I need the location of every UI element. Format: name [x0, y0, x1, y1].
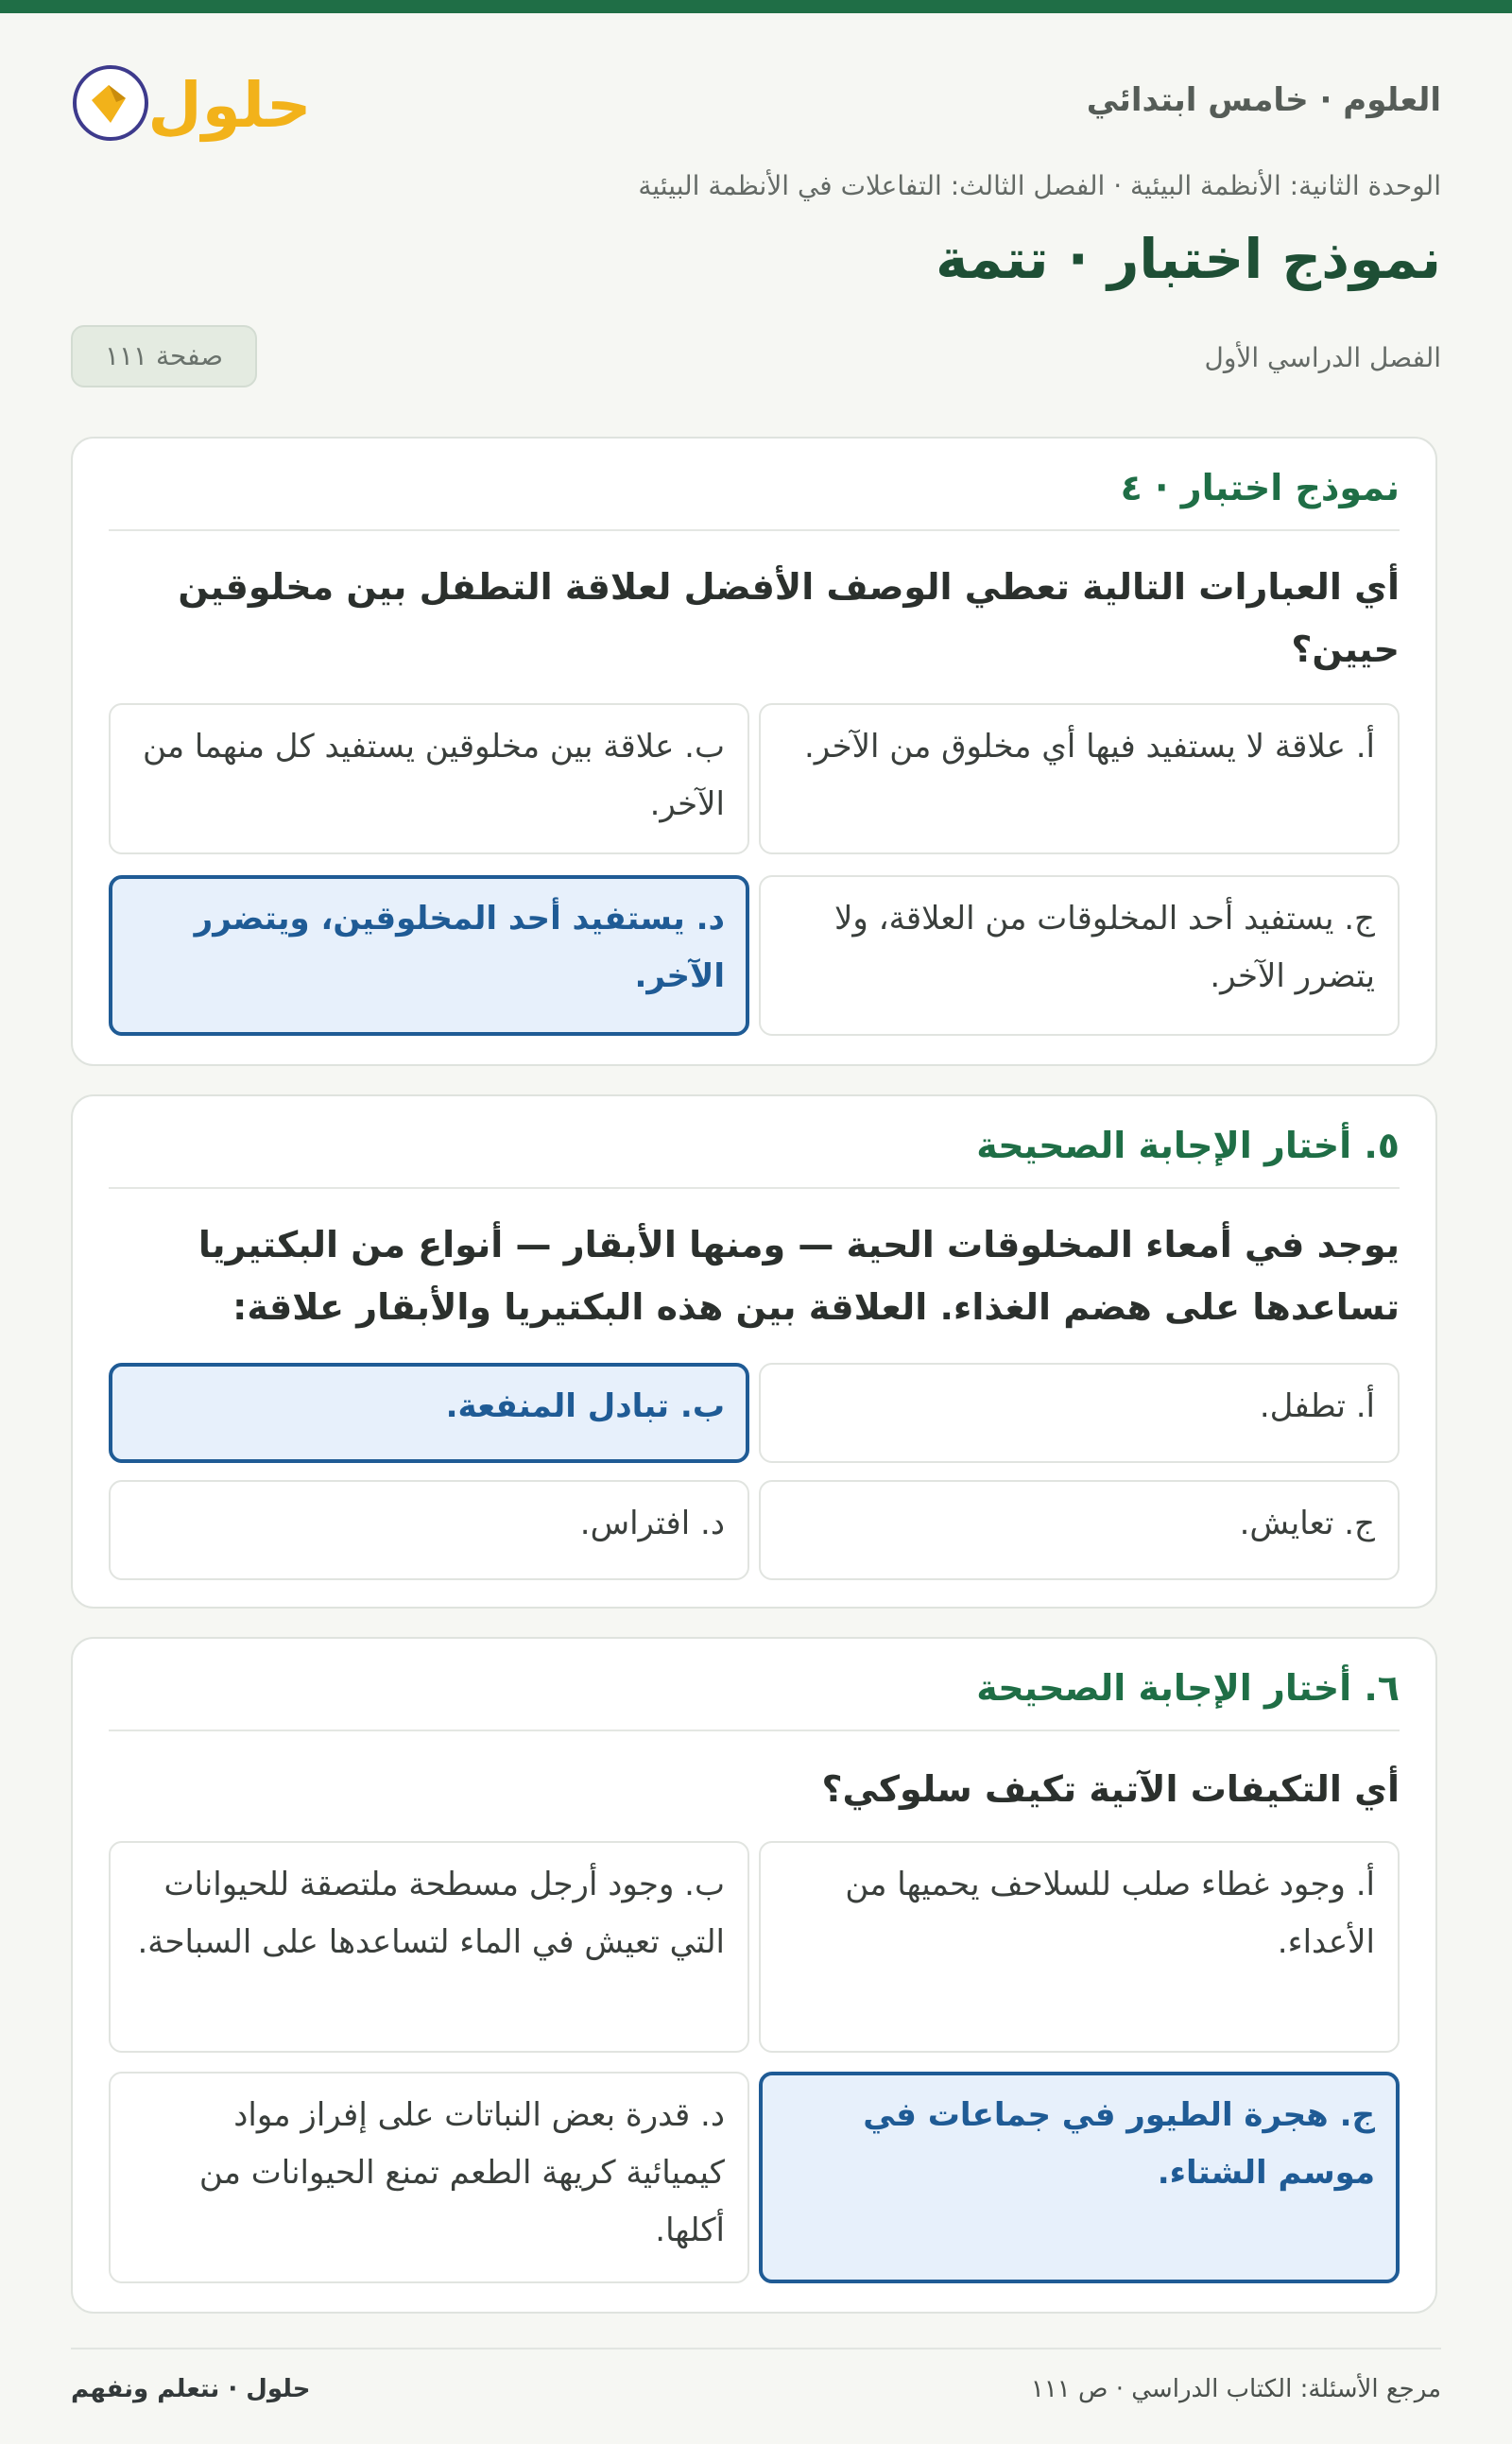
term-label: الفصل الدراسي الأول	[1204, 342, 1441, 373]
top-accent-bar	[0, 0, 1512, 13]
option-b[interactable]: ب. علاقة بين مخلوقين يستفيد كل منهما من الآخر.	[109, 703, 749, 854]
footer-reference: مرجع الأسئلة: الكتاب الدراسي · ص ١١١	[1030, 2375, 1441, 2403]
option-a[interactable]: أ. علاقة لا يستفيد فيها أي مخلوق من الآخر.	[759, 703, 1400, 854]
logo-text: حلول	[147, 69, 312, 142]
option-d[interactable]: د. افتراس.	[109, 1480, 749, 1580]
question-heading: نموذج اختبار · ٤	[1120, 467, 1400, 508]
footer-brand: حلول · نتعلم ونفهم	[71, 2375, 311, 2403]
option-c[interactable]: ج. تعايش.	[759, 1480, 1400, 1580]
question-heading: ٦. أختار الإجابة الصحيحة	[976, 1667, 1400, 1709]
card-header	[109, 1639, 1400, 1731]
option-c[interactable]: ج. يستفيد أحد المخلوقات من العلاقة، ولا يتضرر الآخر.	[759, 875, 1400, 1036]
question-text: يوجد في أمعاء المخلوقات الحية — ومنها الأبقار — أنواع من البكتيريا تساعدها على هضم الغذاء. العلاقة بين هذه البكتيريا والأبقار علاقة:	[198, 1224, 1400, 1328]
question-text: أي التكيفات الآتية تكيف سلوكي؟	[821, 1768, 1400, 1810]
option-d[interactable]: د. قدرة بعض النباتات على إفراز مواد كيميائية كريهة الطعم تمنع الحيوانات من أكلها.	[109, 2072, 749, 2283]
option-a[interactable]: أ. تطفل.	[759, 1363, 1400, 1463]
brand-logo	[71, 51, 326, 155]
unit-breadcrumb: الوحدة الثانية: الأنظمة البيئية · الفصل الثالث: التفاعلات في الأنظمة البيئية	[638, 170, 1441, 201]
page-number-badge: صفحة ١١١	[71, 325, 257, 387]
logo-icon	[71, 51, 326, 155]
card-header	[109, 1096, 1400, 1189]
option-a[interactable]: أ. وجود غطاء صلب للسلاحف يحميها من الأعداء.	[759, 1841, 1400, 2053]
card-header	[109, 439, 1400, 531]
option-b[interactable]: ب. وجود أرجل مسطحة ملتصقة للحيوانات التي تعيش في الماء لتساعدها على السباحة.	[109, 1841, 749, 2053]
option-d-correct[interactable]: د. يستفيد أحد المخلوقين، ويتضرر الآخر.	[109, 875, 749, 1036]
question-text: أي العبارات التالية تعطي الوصف الأفضل لعلاقة التطفل بين مخلوقين حيين؟	[178, 566, 1400, 670]
question-heading: ٥. أختار الإجابة الصحيحة	[976, 1125, 1400, 1166]
question-card-5	[71, 1094, 1437, 1609]
option-b-correct[interactable]: ب. تبادل المنفعة.	[109, 1363, 749, 1463]
page-title: نموذج اختبار · تتمة	[936, 227, 1441, 291]
option-c-correct[interactable]: ج. هجرة الطيور في جماعات في موسم الشتاء.	[759, 2072, 1400, 2283]
question-card-4	[71, 437, 1437, 1066]
question-card-6	[71, 1637, 1437, 2314]
footer-divider	[71, 2348, 1441, 2349]
subject-label: العلوم · خامس ابتدائي	[1086, 81, 1441, 119]
